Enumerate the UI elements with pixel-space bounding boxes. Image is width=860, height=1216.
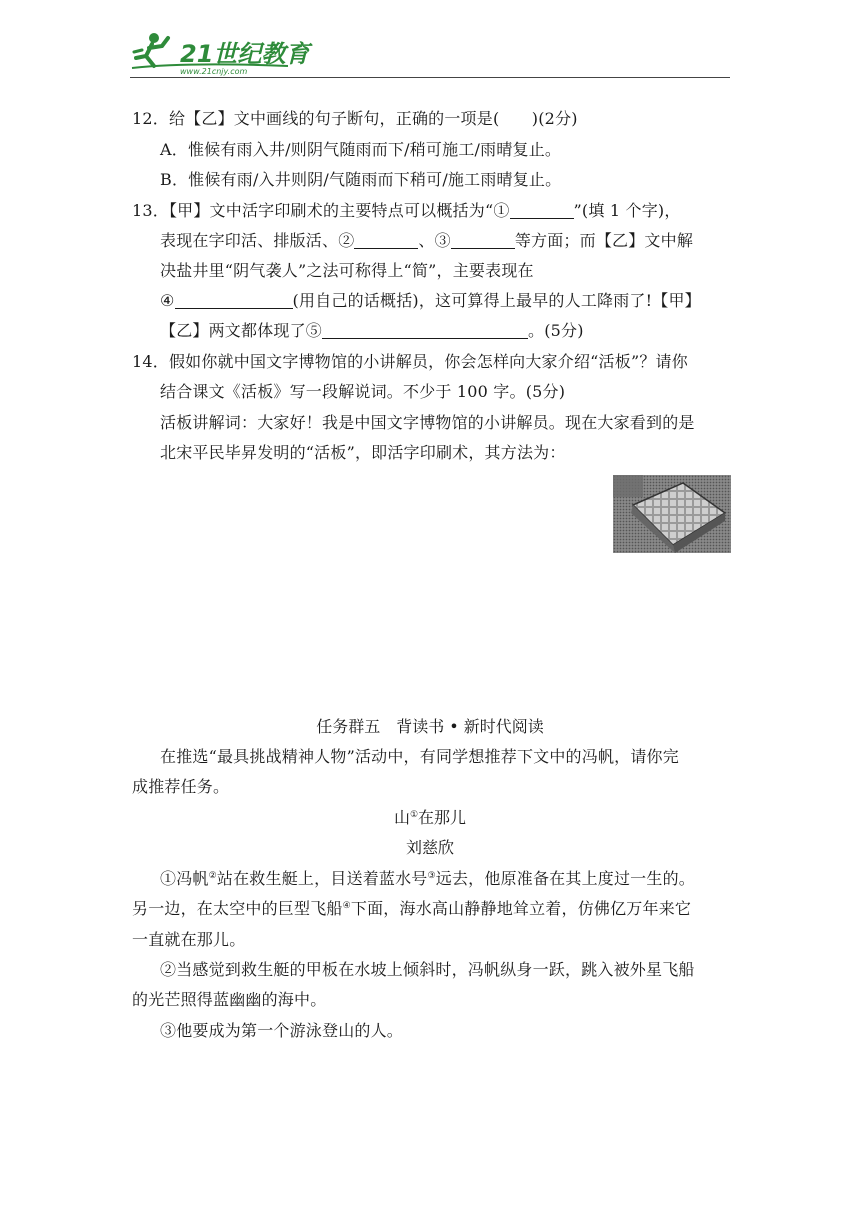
q13-line-2-text: 表现在字印活、排版活、② xyxy=(160,231,355,250)
q13-line-1-tail: ”(填 1 个字)， xyxy=(573,201,681,220)
header-divider xyxy=(130,77,730,78)
p1-text-b: 站在救生艇上，目送着蓝水号 xyxy=(216,869,428,888)
article-title-a: 山 xyxy=(393,808,410,827)
p1-text-a: ①冯帆 xyxy=(160,869,209,888)
q13-line-2 xyxy=(160,230,693,252)
q13-line-2-tail: 等方面；而【乙】文中解 xyxy=(514,231,694,250)
footnote-marker: ① xyxy=(409,810,419,820)
paragraph-2-line-2: 的光芒照得蓝幽幽的海中。 xyxy=(132,990,327,1009)
paragraph-2-line-1: ②当感觉到救生艇的甲板在水坡上倾斜时，冯帆纵身一跃，跳入被外星飞船 xyxy=(160,960,695,979)
footnote-marker: ② xyxy=(208,871,217,881)
q13-line-5-text: 【乙】两文都体现了⑤ xyxy=(160,321,323,340)
q12-stem: 12．给【乙】文中画线的句子断句，正确的一项是( )(2分) xyxy=(132,109,578,128)
q14-line-3: 活板讲解词：大家好！我是中国文字博物馆的小讲解员。现在大家看到的是 xyxy=(160,413,695,432)
footnote-marker: ④ xyxy=(342,901,351,911)
paragraph-1-line-1 xyxy=(160,868,695,890)
q13-line-4-text: ④ xyxy=(160,291,175,310)
site-logo xyxy=(128,28,318,78)
q13-line-4-tail: (用自己的话概括)，这可算得上最早的人工降雨了!【甲】 xyxy=(292,291,701,310)
logo-url-text: www.21cnjy.com xyxy=(180,67,248,76)
q13-line-1-text: 13．【甲】文中活字印刷术的主要特点可以概括为“① xyxy=(132,201,510,220)
answer-blank-4[interactable] xyxy=(175,292,293,309)
section-intro-line-2: 成推荐任务。 xyxy=(132,777,230,796)
logo-main-text: 21世纪教育 xyxy=(180,40,310,68)
answer-blank-3[interactable] xyxy=(451,232,515,249)
article-title-b: 在那儿 xyxy=(418,808,467,827)
answer-blank-5[interactable] xyxy=(322,322,528,339)
p1-text-c: 远去，他原准备在其上度过一生的。 xyxy=(435,869,695,888)
article-author: 刘慈欣 xyxy=(405,838,454,857)
paragraph-3-line-1: ③他要成为第一个游泳登山的人。 xyxy=(160,1021,404,1040)
q12-option-b: B．惟候有雨/入井则阴/气随雨而下稍可/施工雨晴复止。 xyxy=(160,170,562,189)
section-intro-line-1: 在推选“最具挑战精神人物”活动中，有同学想推荐下文中的冯帆，请你完 xyxy=(160,747,679,766)
q12-option-a: A．惟候有雨入井/则阴气随雨而下/稍可施工/雨晴复止。 xyxy=(160,140,562,159)
p1-line2-b: 下面，海水高山静静地耸立着，仿佛亿万年来它 xyxy=(350,899,692,918)
article-title xyxy=(130,807,730,829)
q13-line-1 xyxy=(132,200,681,222)
answer-blank-1[interactable] xyxy=(510,202,574,219)
q14-line-1: 14．假如你就中国文字博物馆的小讲解员，你会怎样向大家介绍“活板”？请你 xyxy=(132,352,688,371)
section-title: 任务群五 背读书 • 新时代阅读 xyxy=(316,717,544,736)
answer-blank-2[interactable] xyxy=(354,232,418,249)
p1-line2-a: 另一边，在太空中的巨型飞船 xyxy=(132,899,343,918)
footnote-marker: ③ xyxy=(427,871,436,881)
q14-line-4: 北宋平民毕昇发明的“活板”，即活字印刷术，其方法为： xyxy=(160,443,566,462)
q13-line-4 xyxy=(160,290,701,312)
q13-line-5 xyxy=(160,320,584,342)
q14-line-2: 结合课文《活板》写一段解说词。不少于 100 字。(5分) xyxy=(160,382,566,401)
q13-line-2-mid: 、③ xyxy=(418,231,451,250)
movable-type-photo xyxy=(613,475,731,553)
q13-line-5-tail: 。(5分) xyxy=(528,321,584,340)
q13-line-3: 决盐井里“阴气袭人”之法可称得上“简”，主要表现在 xyxy=(160,261,534,280)
paragraph-1-line-3: 一直就在那儿。 xyxy=(132,930,246,949)
paragraph-1-line-2 xyxy=(132,898,691,920)
